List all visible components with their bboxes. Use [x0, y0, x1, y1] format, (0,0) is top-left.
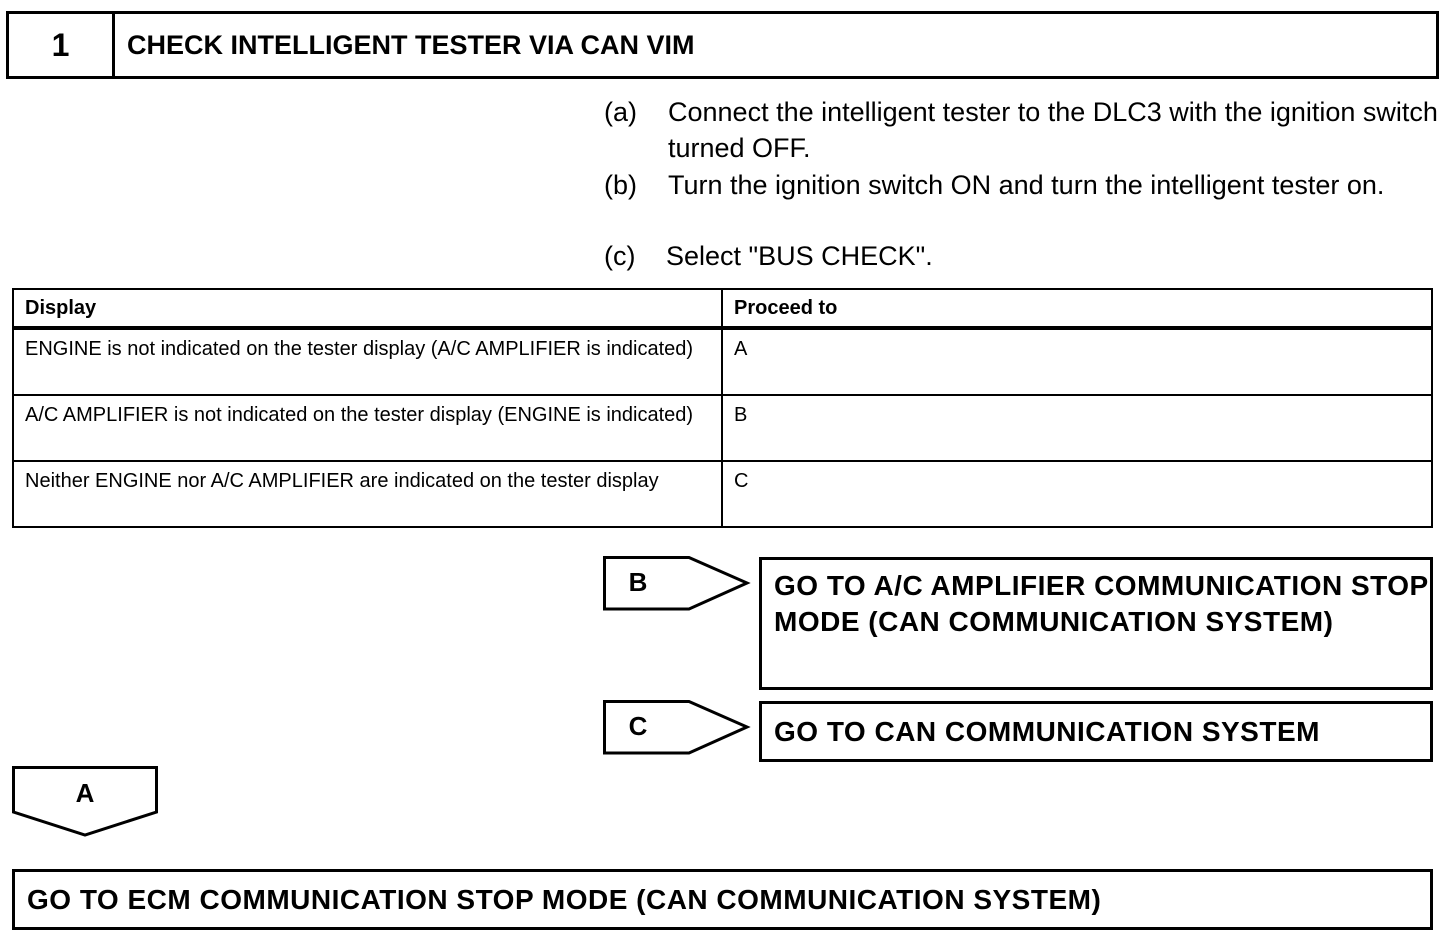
result-c-box — [759, 701, 1433, 762]
table-row — [13, 328, 1432, 395]
header-proceed-to: Proceed to — [722, 289, 1432, 328]
step-header — [6, 11, 1439, 79]
instruction-a — [604, 94, 1438, 166]
instruction-c — [604, 238, 1434, 274]
result-c-arrow-tag — [603, 700, 751, 758]
result-b-arrow-tag — [603, 556, 751, 614]
instruction-text: Connect the intelligent tester to the DLC3 with the ignition switch turned OFF. — [668, 97, 1438, 163]
step-number: 1 — [9, 14, 115, 76]
header-display: Display — [13, 289, 722, 328]
result-a-text: GO TO ECM COMMUNICATION STOP MODE (CAN COMMUNICATION SYSTEM) — [27, 883, 1102, 915]
table-row — [13, 395, 1432, 461]
result-c-tag-label: C — [628, 710, 648, 741]
instruction-b — [604, 167, 1434, 239]
instruction-label: (b) — [604, 170, 637, 200]
result-a-box — [12, 869, 1433, 930]
instruction-text: Turn the ignition switch ON and turn the intelligent tester on. — [668, 170, 1385, 200]
table-header-row — [13, 289, 1432, 328]
cell-proceed: C — [722, 461, 1432, 527]
instruction-label: (a) — [604, 97, 637, 127]
result-b-box — [759, 557, 1433, 690]
cell-display: Neither ENGINE nor A/C AMPLIFIER are indicated on the tester display — [13, 461, 722, 527]
instruction-label: (c) — [604, 241, 636, 271]
instruction-text: Select "BUS CHECK". — [666, 241, 933, 271]
cell-proceed: A — [722, 328, 1432, 395]
cell-proceed: B — [722, 395, 1432, 461]
result-a-arrow-tag — [12, 766, 158, 838]
table-row — [13, 461, 1432, 527]
result-b-tag-label: B — [628, 566, 648, 597]
step-title: CHECK INTELLIGENT TESTER VIA CAN VIM — [127, 29, 695, 60]
cell-display: ENGINE is not indicated on the tester display (A/C AMPLIFIER is indicated) — [13, 328, 722, 395]
decision-table — [12, 288, 1433, 528]
result-a-tag-label: A — [75, 777, 95, 808]
result-c-text: GO TO CAN COMMUNICATION SYSTEM — [774, 715, 1320, 747]
cell-display: A/C AMPLIFIER is not indicated on the tester display (ENGINE is indicated) — [13, 395, 722, 461]
result-b-text: GO TO A/C AMPLIFIER COMMUNICATION STOP MODE (CAN COMMUNICATION SYSTEM) — [774, 570, 1429, 637]
